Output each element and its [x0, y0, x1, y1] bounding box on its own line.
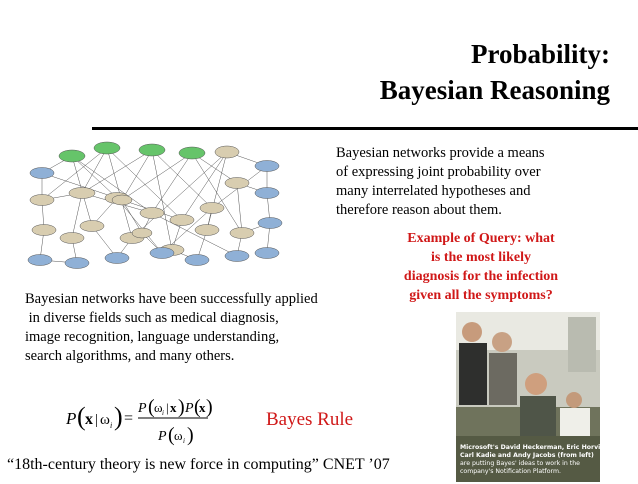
caption-line: are putting Bayes' ideas to work in the [460, 460, 580, 467]
title-divider [92, 127, 638, 130]
bayes-rule-formula [62, 394, 212, 446]
microsoft-team-photo [456, 312, 610, 482]
svg-text:(: ( [77, 402, 86, 431]
svg-text:P: P [158, 429, 167, 444]
query-line: given all the symptoms? [409, 288, 553, 303]
svg-text:(: ( [168, 424, 175, 446]
query-example [392, 229, 570, 305]
svg-text:P: P [138, 401, 147, 416]
svg-text:ω: ω [100, 412, 110, 428]
svg-text:x: x [85, 411, 93, 428]
applications-text [25, 290, 365, 366]
svg-text:): ) [206, 396, 213, 418]
caption-line: Carl Kadie and Andy Jacobs (from left) [460, 452, 594, 459]
applications-line: in diverse fields such as medical diagnosis, [25, 310, 279, 326]
caption-line: company's Notification Platform. [460, 468, 561, 475]
svg-text:i: i [162, 409, 164, 417]
svg-text:(: ( [194, 396, 201, 418]
svg-text:i: i [110, 421, 113, 430]
photo-caption [460, 444, 610, 476]
svg-text:): ) [187, 424, 194, 446]
query-line: is the most likely [431, 250, 531, 265]
svg-text:ω: ω [174, 428, 183, 443]
description-line: therefore reason about them. [336, 202, 502, 218]
description-line: many interrelated hypotheses and [336, 183, 531, 199]
bayes-rule-label: Bayes Rule [266, 409, 354, 430]
svg-text:i: i [183, 437, 185, 445]
svg-text:P: P [185, 401, 194, 416]
applications-line: image recognition, language understanding, [25, 329, 280, 345]
query-line: diagnosis for the infection [403, 269, 559, 284]
svg-text:|: | [95, 412, 99, 428]
title-line-1: Probability: [470, 39, 610, 69]
svg-text:=: = [124, 410, 134, 427]
svg-text:P: P [66, 409, 77, 428]
description-line: of expressing joint probability over [336, 164, 541, 180]
svg-text:(: ( [148, 396, 155, 418]
query-line: Example of Query: what [407, 231, 555, 246]
applications-line: search algorithms, and many others. [25, 348, 235, 364]
svg-text:ω: ω [154, 400, 163, 415]
slide-title [380, 36, 610, 108]
description-line: Bayesian networks provide a means [336, 145, 545, 161]
svg-text:x: x [199, 400, 206, 415]
svg-text:|: | [166, 400, 169, 415]
caption-line: Microsoft's David Heckerman, Eric Horvitz, [460, 444, 610, 451]
applications-line: Bayesian networks have been successfully applied [25, 291, 318, 307]
bayesian-network-diagram [22, 138, 290, 276]
svg-text:x: x [170, 400, 177, 415]
network-description [336, 144, 586, 220]
title-line-2: Bayesian Reasoning [379, 75, 610, 105]
svg-text:): ) [178, 396, 185, 418]
cnet-quote: “18th-century theory is new force in computing” CNET ’07 [7, 456, 390, 473]
svg-text:): ) [114, 402, 123, 431]
